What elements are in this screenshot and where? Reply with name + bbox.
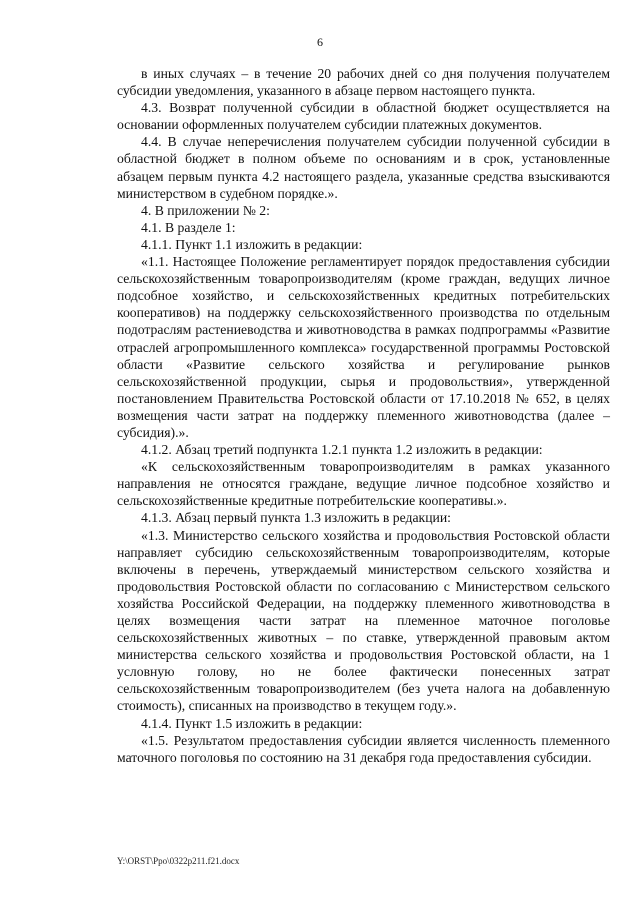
paragraph-continuation-4-2: в иных случаях – в течение 20 рабочих дней со дня получения получателем субсидии уведомления, указанного в абзаце первом настоящего пункта. [117,66,610,99]
paragraph-point-1-2-1-text: «К сельскохозяйственным товаропроизводителям в рамках указанного направления не относятся граждане, ведущие личное подсобное хозяйство и сельскохозяйственные кредитные потребительские кооперативы.». [117,459,610,509]
paragraph-point-1-5: «1.5. Результатом предоставления субсидии является численность племенного маточного поголовья по состоянию на 31 декабря года предоставления субсидии. [117,732,610,765]
document-body [117,65,610,766]
paragraph-4-1-2: 4.1.2. Абзац третий подпункта 1.2.1 пункта 1.2 изложить в редакции: [141,442,543,458]
paragraph-4-1-4: 4.1.4. Пункт 1.5 изложить в редакции: [141,715,363,731]
footer-file-path: Y:\ORST\Ppo\0322p211.f21.docx [117,856,240,866]
paragraph-point-1-3: «1.3. Министерство сельского хозяйства и продовольствия Ростовской области направляет субсидию сельскохозяйственным товаропроизводителям, которые включены в перечень, утверждаемый министерством сельского хозяйства и продовольствия Ростовской области по согласованию с Министерством сельского хозяйства Российской Федерации, на поддержку племенного животноводства в целях возмещения части затрат на племенное маточное поголовье сельскохозяйственных животных – по ставке, утвержденной правовым актом министерства сельского хозяйства и продовольствия Ростовской области, на 1 условную голову, но не более фактически понесенных затрат сельскохозяйственным товаропроизводителем (без учета налога на добавленную стоимость), списанных на производство в текущем году.». [117,527,610,714]
page-number: 6 [317,35,323,49]
paragraph-point-1-1: «1.1. Настоящее Положение регламентирует порядок предоставления субсидии сельскохозяйственным товаропроизводителям (кроме граждан, ведущих личное подсобное хозяйство, и сельскохозяйственных кредитных потребительских кооперативов) на поддержку сельскохозяйственного производства по отдельным подотраслям растениеводства и животноводства в рамках подпрограммы «Развитие отраслей агропромышленного комплекса» государственной программы Ростовской области «Развитие сельского хозяйства и регулирование рынков сельскохозяйственной продукции, сырья и продовольствия», утвержденной постановлением Правительства Ростовской области от 17.10.2018 № 652, в целях возмещения части затрат на поддержку племенного животноводства (далее – субсидия).». [117,254,610,440]
paragraph-4-1-3: 4.1.3. Абзац первый пункта 1.3 изложить в редакции: [141,510,451,526]
paragraph-section-1-heading: 4.1. В разделе 1: [141,219,236,235]
paragraph-4-1-1: 4.1.1. Пункт 1.1 изложить в редакции: [141,236,363,252]
paragraph-4-3: 4.3. Возврат полученной субсидии в областной бюджет осуществляется на основании оформленных получателем субсидии платежных документов. [117,100,610,133]
paragraph-appendix-2-heading: 4. В приложении № 2: [141,202,270,218]
paragraph-4-4: 4.4. В случае неперечисления получателем субсидии полученной субсидии в областной бюджет в полном объеме по основаниям и в срок, установленные абзацем первым пункта 4.2 настоящего раздела, указанные средства взыскиваются министерством в судебном порядке.». [117,134,610,201]
